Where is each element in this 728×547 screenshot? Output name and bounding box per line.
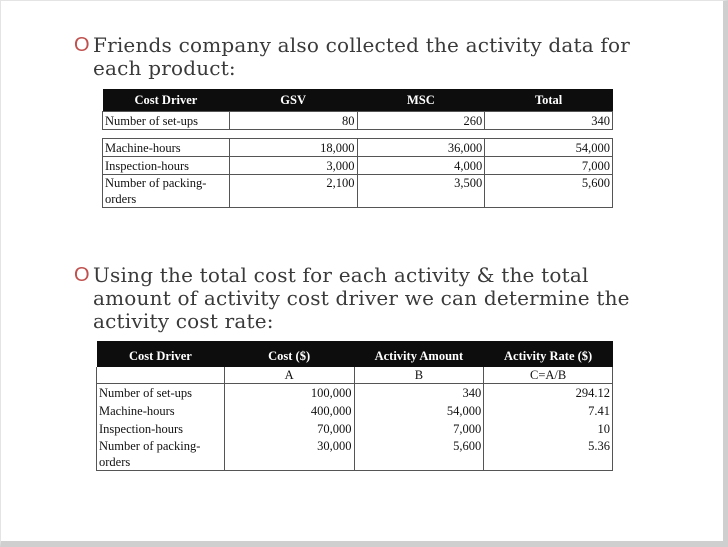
- row-label: Machine-hours: [97, 402, 225, 420]
- bullet-activity-data: [74, 34, 654, 80]
- column-header: Cost Driver: [103, 89, 230, 112]
- cell-value: 7,000: [485, 157, 613, 175]
- activity-data-table: [102, 89, 613, 208]
- bullet-marker: O: [74, 34, 90, 56]
- cell-value: 36,000: [357, 139, 485, 157]
- table-row: [97, 384, 613, 403]
- formula-cell: C=A/B: [484, 367, 613, 384]
- cell-value: 7,000: [354, 420, 484, 438]
- formula-row: [97, 367, 613, 384]
- table-row: [97, 420, 613, 438]
- row-label: Inspection-hours: [97, 420, 225, 438]
- table-row: [103, 139, 613, 157]
- cell-value: 400,000: [224, 402, 354, 420]
- formula-cell: [97, 367, 225, 384]
- table-row: [97, 402, 613, 420]
- column-header: GSV: [229, 89, 357, 112]
- cell-value: 54,000: [485, 139, 613, 157]
- column-header: Activity Rate ($): [484, 341, 613, 367]
- bullet-text: Friends company also collected the activity data for each product:: [93, 33, 631, 80]
- cell-value: 54,000: [354, 402, 484, 420]
- cell-value: 18,000: [229, 139, 357, 157]
- column-header: Activity Amount: [354, 341, 484, 367]
- cell-value: 5.36: [484, 438, 613, 471]
- cell-value: 340: [485, 112, 613, 130]
- table-row: [103, 112, 613, 130]
- cell-value: 260: [357, 112, 485, 130]
- row-label: Number of packing-orders: [97, 438, 225, 471]
- bullet-cost-rate: [74, 264, 664, 333]
- row-label: Number of packing-orders: [103, 175, 230, 208]
- column-header: Total: [485, 89, 613, 112]
- row-spacer: [103, 130, 613, 139]
- row-label: Number of set-ups: [103, 112, 230, 130]
- row-label: Machine-hours: [103, 139, 230, 157]
- formula-cell: A: [224, 367, 354, 384]
- bullet-marker: O: [74, 264, 90, 286]
- column-header: Cost ($): [224, 341, 354, 367]
- bullet-text: Using the total cost for each activity & the total amount of activity cost driver we can determine the activity cost rate:: [93, 263, 630, 333]
- column-header: Cost Driver: [97, 341, 225, 367]
- cell-value: 30,000: [224, 438, 354, 471]
- cell-value: 294.12: [484, 384, 613, 403]
- cell-value: 5,600: [485, 175, 613, 208]
- cell-value: 10: [484, 420, 613, 438]
- cell-value: 70,000: [224, 420, 354, 438]
- row-label: Number of set-ups: [97, 384, 225, 403]
- cell-value: 2,100: [229, 175, 357, 208]
- cell-value: 7.41: [484, 402, 613, 420]
- cell-value: 80: [229, 112, 357, 130]
- table-row: [103, 175, 613, 208]
- table-row: [97, 438, 613, 471]
- cell-value: 100,000: [224, 384, 354, 403]
- cell-value: 3,500: [357, 175, 485, 208]
- column-header: MSC: [357, 89, 485, 112]
- formula-cell: B: [354, 367, 484, 384]
- table-header-row: [103, 89, 613, 112]
- cell-value: 3,000: [229, 157, 357, 175]
- table-row: [103, 157, 613, 175]
- activity-rate-table: [96, 341, 613, 471]
- cell-value: 5,600: [354, 438, 484, 471]
- row-label: Inspection-hours: [103, 157, 230, 175]
- table-header-row: [97, 341, 613, 367]
- cell-value: 4,000: [357, 157, 485, 175]
- cell-value: 340: [354, 384, 484, 403]
